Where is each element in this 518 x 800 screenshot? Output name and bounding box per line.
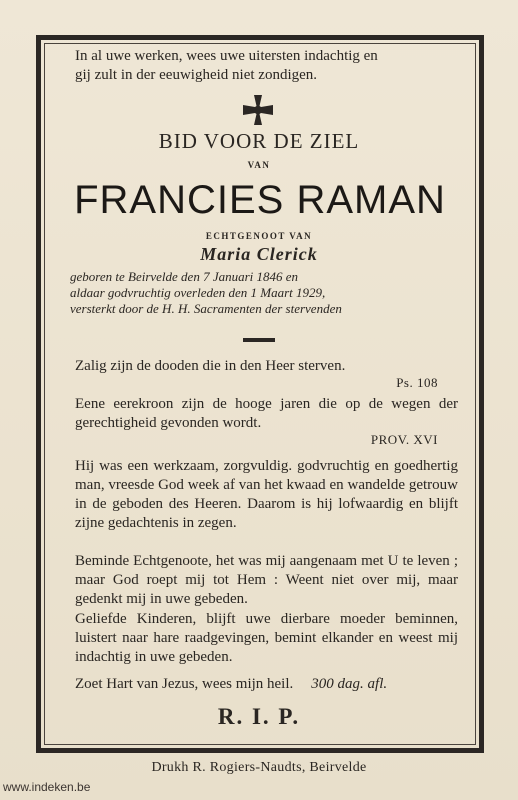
- spouse-of-label: ECHTGENOOT VAN: [205, 231, 313, 241]
- van-label: VAN: [247, 160, 271, 170]
- printer-line: Drukh R. Rogiers-Naudts, Beirvelde: [151, 760, 367, 775]
- closing-prayer: [75, 676, 465, 693]
- eulogy-paragraph: Hij was een werkzaam, zorgvuldig. godvruchtig en goedhertig man, vreesde God week af van het kwaad en wandelde getrouw in de geboden des Heeren. Daarom is hij lofwaardig en blijft zijne gedachtenis in zegen.: [75, 458, 458, 531]
- verse-proverbs-ref: PROV. XVI: [370, 432, 438, 447]
- opening-verse-line-2: gij zult in der eeuwigheid niet zondigen.: [75, 67, 318, 83]
- birth-death-text: [70, 269, 465, 317]
- closing-prayer-text: Zoet Hart van Jezus, wees mijn heil.: [75, 676, 294, 692]
- verse-psalm-ref: Ps. 108: [396, 375, 438, 390]
- cross-pattee-icon: [240, 92, 276, 128]
- rip-text: R. I. P.: [217, 704, 301, 729]
- indulgence-note: 300 dag. afl.: [311, 676, 388, 692]
- spouse-farewell-paragraph: Beminde Echtgenoote, het was mij aangenaam met U te leven ; maar God roept mij tot Hem : Weent niet over mij, maar gedenkt mij in uwe gebeden.: [75, 553, 458, 607]
- verse-psalm: Zalig zijn de dooden die in den Heer sterven.: [75, 358, 346, 374]
- watermark: www.indeken.be: [3, 780, 91, 794]
- opening-verse-line-1: In al uwe werken, wees uwe uitersten indachtig en: [75, 48, 378, 64]
- birth-death-line-2: aldaar godvruchtig overleden den 1 Maart 1929,: [70, 285, 326, 300]
- prayer-heading: BID VOOR DE ZIEL: [158, 129, 360, 153]
- separator-dash: [243, 338, 275, 342]
- opening-verse: [75, 47, 467, 85]
- birth-death-line-1: geboren te Beirvelde den 7 Januari 1846 en: [70, 269, 299, 284]
- spouse-name: Maria Clerick: [200, 244, 318, 264]
- children-farewell-paragraph: Geliefde Kinderen, blijft uwe dierbare moeder beminnen, luistert naar hare raadgevingen, bemint elkander en weest mij indachtig in uwe gebeden.: [75, 611, 458, 665]
- verse-proverbs: Eene eerekroon zijn de hooge jaren die op de wegen der gerechtigheid gevonden wordt.: [75, 396, 458, 431]
- deceased-name: FRANCIES RAMAN: [74, 178, 446, 222]
- birth-death-line-3: versterkt door de H. H. Sacramenten der stervenden: [70, 301, 342, 316]
